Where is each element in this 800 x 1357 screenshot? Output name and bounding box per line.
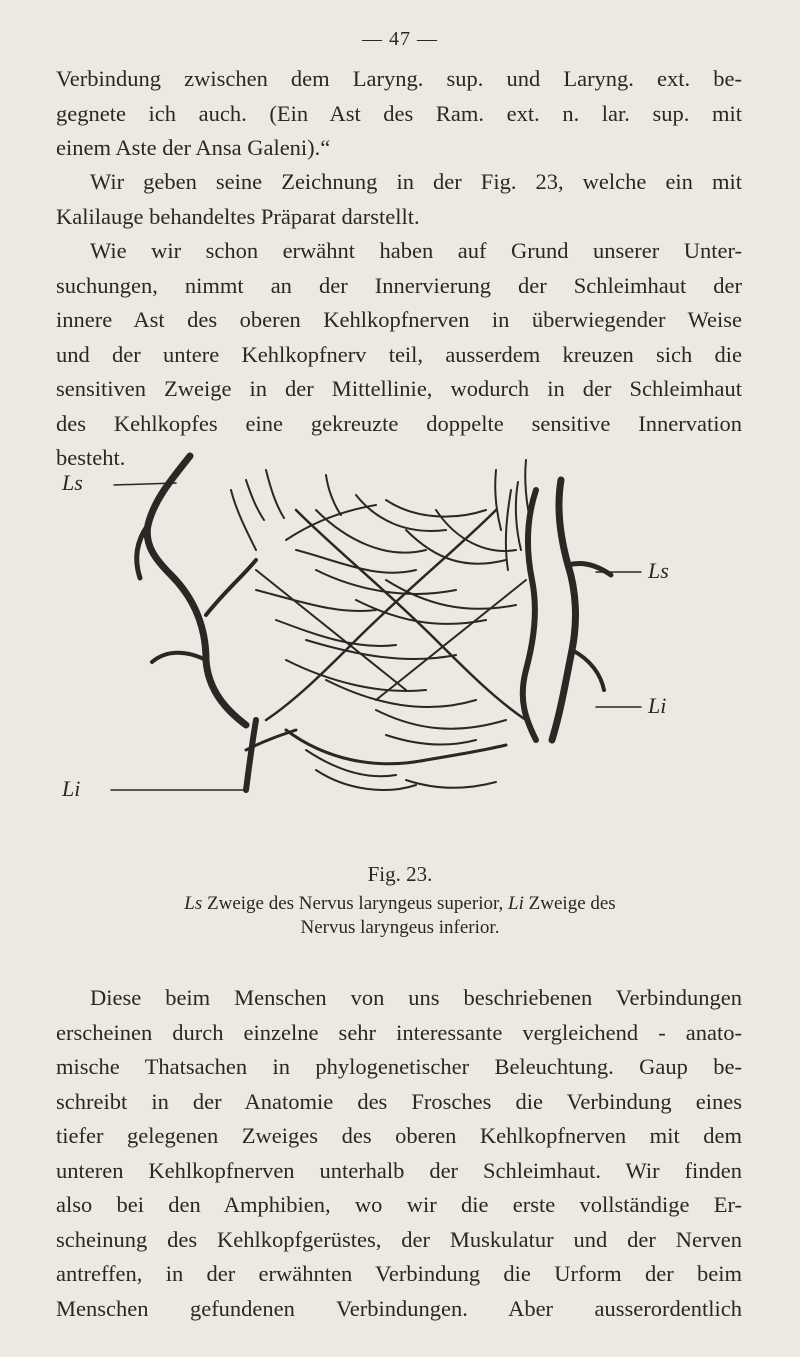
paragraph-2 [56, 165, 742, 234]
nerve-illustration [56, 450, 756, 870]
figure-23 [56, 450, 756, 870]
paragraph-3 [56, 234, 742, 476]
text-line: antreffen, in der erwähnten Verbindung die Urform der beim [56, 1261, 742, 1286]
text-line: Menschen gefundenen Verbindungen. Aber ausserordentlich [56, 1295, 742, 1321]
text-line: tiefer gelegenen Zweiges des oberen Kehlkopfnerven mit dem [56, 1123, 742, 1148]
paragraph-1 [56, 62, 742, 166]
label-ls-top-left: Ls [62, 470, 83, 495]
text-line: besteht. [56, 445, 126, 470]
text-line: suchungen, nimmt an der Innervierung der Schleimhaut der [56, 272, 742, 298]
label-li-bottom-left: Li [62, 776, 81, 801]
label-li-right: Li [648, 693, 667, 718]
text-line: Kalilauge behandeltes Präparat darstellt. [56, 203, 420, 229]
text-line: und der untere Kehlkopfnerv teil, ausserdem kreuzen sich die [56, 341, 742, 367]
paragraph-4 [56, 981, 742, 1326]
text-line: innere Ast des oberen Kehlkopfnerven in überwiegender Weise [56, 307, 742, 332]
text-line: einem Aste der Ansa Galeni).“ [56, 135, 331, 160]
figure-title: Fig. 23. [367, 862, 433, 886]
text-line: Wie wir schon erwähnt haben auf Grund unserer Unter- [90, 238, 742, 263]
caption-abbr-li: Li [508, 893, 524, 914]
figure-caption [90, 892, 710, 940]
label-ls-right: Ls [648, 558, 669, 583]
text-line: Diese beim Menschen von uns beschriebenen Verbindungen [90, 985, 742, 1010]
text-line: also bei den Amphibien, wo wir die erste vollständige Er- [56, 1192, 742, 1217]
text-line: Verbindung zwischen dem Laryng. sup. und Laryng. ext. be- [56, 66, 742, 91]
text-line: scheinung des Kehlkopfgerüstes, der Muskulatur und der Nerven [56, 1226, 742, 1252]
caption-abbr-ls: Ls [184, 893, 203, 914]
text-line: gegnete ich auch. (Ein Ast des Ram. ext. n. lar. sup. mit [56, 100, 742, 126]
text-line: schreibt in der Anatomie des Frosches die Verbindung eines [56, 1088, 742, 1114]
caption-text-ls: Zweige des Nervus laryngeus superior, [202, 893, 509, 914]
text-line: erscheinen durch einzelne sehr interessante vergleichend - anato- [56, 1019, 742, 1045]
text-line: unteren Kehlkopfnerven unterhalb der Schleimhaut. Wir finden [56, 1157, 742, 1183]
text-line: Wir geben seine Zeichnung in der Fig. 23, welche ein mit [90, 169, 742, 194]
text-line: sensitiven Zweige in der Mittellinie, wodurch in der Schleimhaut [56, 376, 742, 401]
caption-line-2: Nervus laryngeus inferior. [300, 917, 500, 938]
page-number: — 47 — [362, 28, 438, 50]
text-line: mische Thatsachen in phylogenetischer Beleuchtung. Gaup be- [56, 1054, 742, 1079]
caption-text-li: Zweige des [523, 893, 616, 914]
text-line: des Kehlkopfes eine gekreuzte doppelte sensitive Innervation [56, 410, 742, 436]
